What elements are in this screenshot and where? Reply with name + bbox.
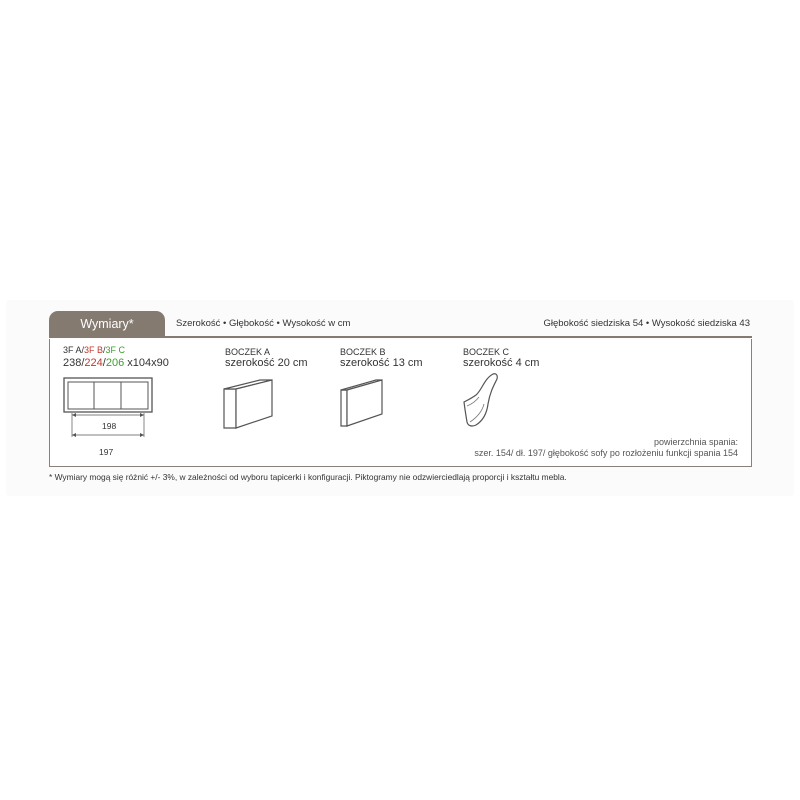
boczek-a-icon	[223, 378, 283, 434]
boczek-b-name: BOCZEK B	[340, 347, 386, 357]
dim-c: 206	[105, 357, 125, 369]
boczek-c-width: szerokość 4 cm	[463, 357, 540, 369]
dimensions-tab	[49, 311, 165, 337]
dim-separator: /	[102, 357, 106, 369]
sofa-outer-width: 197	[99, 447, 114, 457]
tab-label: Wymiary*	[80, 317, 134, 331]
dim-rest: x104x90	[124, 357, 169, 369]
boczek-b-width: szerokość 13 cm	[340, 357, 423, 369]
footnote: * Wymiary mogą się różnić +/- 3%, w zależności od wyboru tapicerki i konfiguracji. Piktogramy nie odzwierciedlają proporcji i kształtu mebla.	[49, 472, 567, 482]
boczek-b-icon	[339, 378, 399, 434]
boczek-a-name: BOCZEK A	[225, 347, 271, 357]
sleeping-area-details: szer. 154/ dł. 197/ głębokość sofy po rozłożeniu funkcji spania 154	[474, 448, 738, 458]
variant-a-label: 3F A/	[63, 345, 85, 355]
sleeping-area-title: powierzchnia spania:	[653, 437, 738, 447]
boczek-c-name: BOCZEK C	[463, 347, 510, 357]
boczek-a-width: szerokość 20 cm	[225, 357, 308, 369]
dim-a: 238/	[63, 357, 85, 369]
variant-b-label: 3F B	[84, 345, 104, 355]
sofa-dimensions	[63, 357, 169, 369]
sofa-inner-width: 198	[102, 421, 117, 431]
header-seat-info: Głębokość siedziska 54 • Wysokość siedziska 43	[543, 318, 750, 329]
boczek-c-icon	[460, 370, 510, 430]
dim-b: 224	[84, 357, 103, 369]
header-units: Szerokość • Głębokość • Wysokość w cm	[176, 318, 351, 329]
variant-separator: /	[103, 345, 106, 355]
header-rule	[49, 336, 752, 338]
variant-c-label: 3F C	[105, 345, 126, 355]
sofa-variants	[63, 345, 125, 355]
